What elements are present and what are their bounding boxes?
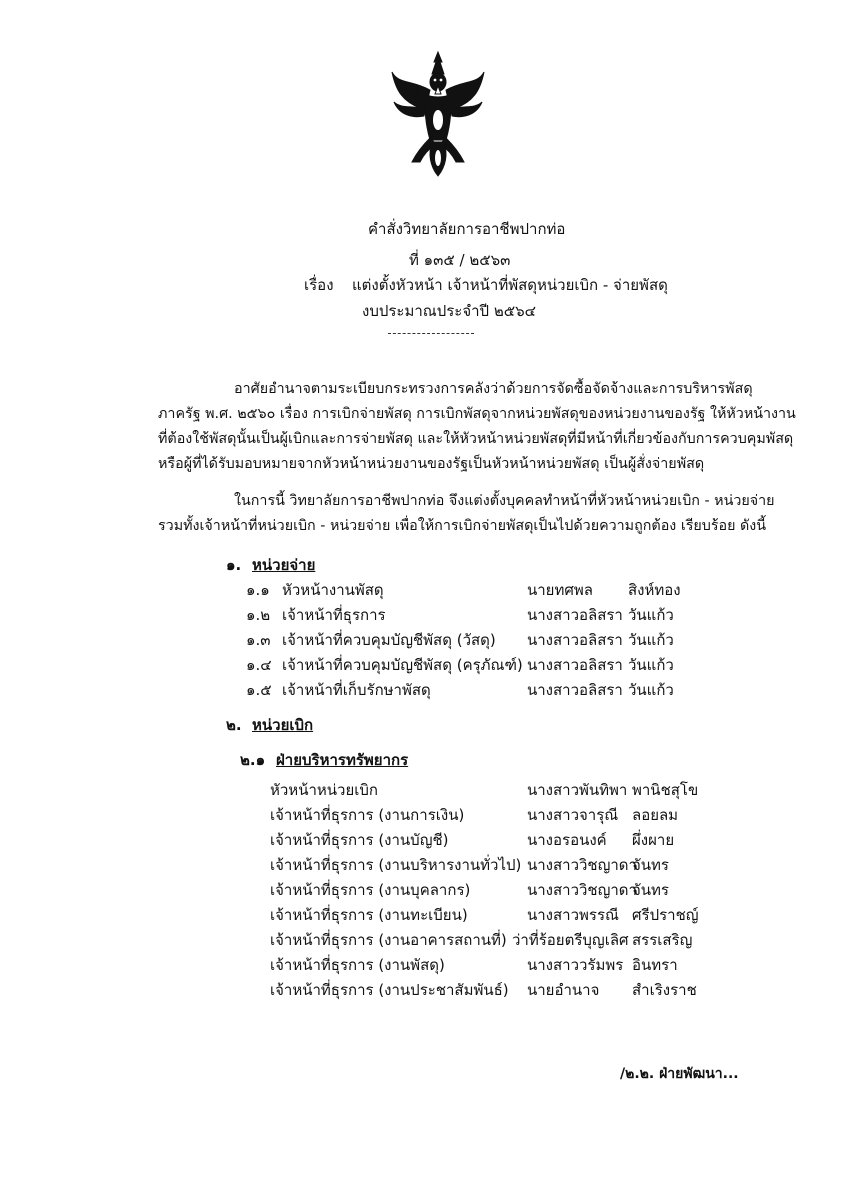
order-number: ที่ ๑๓๕ / ๒๕๖๓ (409, 251, 511, 269)
order-title: คำสั่งวิทยาลัยการอาชีพปากท่อ (368, 220, 566, 238)
list-item-role: เจ้าหน้าที่เก็บรักษาพัสดุ (282, 681, 431, 699)
list-item-name: นางอรอนงค์ (527, 831, 607, 849)
list-item-name: นางสาวอลิสรา (527, 606, 623, 624)
list-item-role: หัวหน้างานพัสดุ (282, 581, 384, 599)
list-item-role: เจ้าหน้าที่ธุรการ (งานประชาสัมพันธ์) (270, 981, 509, 999)
list-item-number: ๑.๓ (246, 631, 271, 649)
list-item-name: นางสาวพรรณี (527, 906, 619, 924)
list-item-name: นางสาววิชญาดา (527, 881, 637, 899)
list-item-name: นางสาววรัมพร (527, 956, 624, 974)
list-item-name: นางสาวอลิสรา (527, 631, 623, 649)
list-item-name: ว่าที่ร้อยตรีบุญเลิศ (512, 931, 629, 949)
subject-text: แต่งตั้งหัวหน้า เจ้าหน้าที่พัสดุหน่วยเบิก - จ่ายพัสดุ (352, 276, 668, 294)
list-item-role: หัวหน้าหน่วยเบิก (270, 781, 378, 799)
subsection-number: ๒.๑ (240, 751, 266, 769)
list-item-role: เจ้าหน้าที่ธุรการ (งานบัญชี) (270, 831, 449, 849)
para2-line: ในการนี้ วิทยาลัยการอาชีพปากท่อ จึงแต่งตั้งบุคคลทำหน้าที่หัวหน้าหน่วยเบิก - หน่วยจ่าย (234, 493, 775, 509)
list-item-name: นางสาวจารุณี (527, 806, 619, 824)
list-item-number: ๑.๔ (246, 656, 272, 674)
list-item-surname: ผึ่งผาย (632, 831, 675, 849)
section2-title: หน่วยเบิก (252, 716, 314, 734)
section1-number: ๑. (226, 556, 242, 574)
list-item-surname: ลอยลม (632, 806, 679, 824)
list-item-name: นางสาววิชญาดา (527, 856, 637, 874)
list-item-role: เจ้าหน้าที่ธุรการ (งานพัสดุ) (270, 956, 445, 974)
list-item-surname: วันแก้ว (628, 606, 674, 624)
list-item-role: เจ้าหน้าที่ควบคุมบัญชีพัสดุ (วัสดุ) (282, 631, 496, 649)
subject-label: เรื่อง (304, 276, 334, 294)
section2-number: ๒. (226, 716, 242, 734)
list-item-surname: สรรเสริญ (632, 931, 693, 949)
list-item-surname: สำเริงราช (632, 981, 697, 999)
section1-title: หน่วยจ่าย (252, 556, 316, 574)
list-item-surname: สิงห์ทอง (628, 581, 681, 599)
subsection-title: ฝ่ายบริหารทรัพยากร (276, 751, 409, 769)
list-item-surname: อินทรา (632, 956, 678, 974)
list-item-name: นางสาวอลิสรา (527, 656, 623, 674)
list-item-number: ๑.๕ (246, 681, 272, 699)
list-item-role: เจ้าหน้าที่ควบคุมบัญชีพัสดุ (ครุภัณฑ์) (282, 656, 523, 674)
list-item-name: นายทศพล (527, 581, 593, 599)
list-item-surname: พานิชสุโข (632, 781, 699, 799)
list-item-surname: จันทร (632, 881, 669, 899)
para1-line: ที่ต้องใช้พัสดุนั้นเป็นผู้เบิกและการจ่ายพัสดุ และให้หัวหน้าหน่วยพัสดุที่มีหน้าที่เกี่ยวข้องกับการควบคุมพัสดุ (158, 431, 794, 447)
list-item-role: เจ้าหน้าที่ธุรการ (งานบริหารงานทั่วไป) (270, 856, 522, 874)
list-item-role: เจ้าหน้าที่ธุรการ (งานการเงิน) (270, 806, 465, 824)
para1-line: หรือผู้ที่ได้รับมอบหมายจากหัวหน้าหน่วยงานของรัฐเป็นหัวหน้าหน่วยพัสดุ เป็นผู้สั่งจ่ายพัสดุ (158, 456, 705, 472)
list-item-number: ๑.๑ (246, 581, 270, 599)
list-item-surname: วันแก้ว (628, 656, 674, 674)
header-divider (388, 333, 474, 334)
list-item-surname: วันแก้ว (628, 631, 674, 649)
budget-year: งบประมาณประจำปี ๒๕๖๔ (362, 302, 536, 320)
page-continuation: /๒.๒. ฝ่ายพัฒนา... (620, 1066, 739, 1082)
list-item-name: นางสาวอลิสรา (527, 681, 623, 699)
list-item-role: เจ้าหน้าที่ธุรการ (งานบุคลากร) (270, 881, 471, 899)
list-item-surname: ศรีปราชญ์ (632, 906, 699, 924)
list-item-role: เจ้าหน้าที่ธุรการ (งานอาคารสถานที่) (270, 931, 507, 949)
para2-line: รวมทั้งเจ้าหน้าที่หน่วยเบิก - หน่วยจ่าย เพื่อให้การเบิกจ่ายพัสดุเป็นไปด้วยความถูกต้อง เรียบร้อย ดังนี้ (158, 518, 767, 534)
list-item-number: ๑.๒ (246, 606, 271, 624)
list-item-name: นางสาวพันทิพา (527, 781, 628, 799)
list-item-role: เจ้าหน้าที่ธุรการ (282, 606, 386, 624)
list-item-surname: จันทร (632, 856, 669, 874)
list-item-name: นายอำนาจ (527, 981, 600, 999)
list-item-surname: วันแก้ว (628, 681, 674, 699)
para1-line: ภาครัฐ พ.ศ. ๒๕๖๐ เรื่อง การเบิกจ่ายพัสดุ การเบิกพัสดุจากหน่วยพัสดุของหน่วยงานของรัฐ ให้หัวหน้างาน (158, 406, 796, 422)
list-item-role: เจ้าหน้าที่ธุรการ (งานทะเบียน) (270, 906, 468, 924)
garuda-emblem-icon (390, 50, 486, 178)
para1-line: อาศัยอำนาจตามระเบียบกระทรวงการคลังว่าด้วยการจัดซื้อจัดจ้างและการบริหารพัสดุ (234, 381, 753, 397)
